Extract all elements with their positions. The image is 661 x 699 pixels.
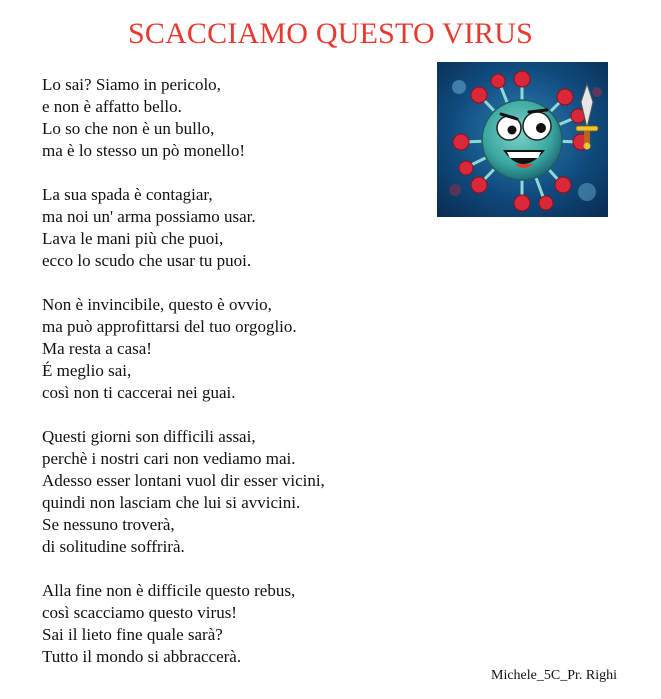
stanza	[42, 426, 442, 558]
stanza	[42, 580, 442, 668]
poem-line: ma può approfittarsi del tuo orgoglio.	[42, 317, 297, 336]
poem-line: Se nessuno troverà,	[42, 515, 175, 534]
signature: Michele_5C_Pr. Righi	[491, 668, 617, 683]
virus-illustration	[437, 62, 608, 217]
poem-line: Questi giorni son difficili assai,	[42, 427, 256, 446]
stanza	[42, 184, 442, 272]
poem-line: ma noi un' arma possiamo usar.	[42, 207, 256, 226]
poem-line: É meglio sai,	[42, 361, 132, 380]
poem-line: così scacciamo questo virus!	[42, 603, 237, 622]
poem-line: Adesso esser lontani vuol dir esser vicini,	[42, 471, 325, 490]
poem-body	[42, 74, 442, 690]
poem-title: SCACCIAMO QUESTO VIRUS	[127, 17, 534, 50]
poem-line: ecco lo scudo che usar tu puoi.	[42, 251, 252, 270]
stanza	[42, 294, 442, 404]
poem-line: quindi non lasciam che lui si avvicini.	[42, 493, 301, 512]
poem-line: così non ti caccerai nei guai.	[42, 383, 236, 402]
poem-line: Alla fine non è difficile questo rebus,	[42, 581, 296, 600]
poem-line: di solitudine soffrirà.	[42, 537, 185, 556]
poem-line: perchè i nostri cari non vediamo mai.	[42, 449, 296, 468]
poem-line: Lava le mani più che puoi,	[42, 229, 224, 248]
poem-line: Lo so che non è un bullo,	[42, 119, 215, 138]
poem-line: La sua spada è contagiar,	[42, 185, 213, 204]
poem-line: ma è lo stesso un pò monello!	[42, 141, 246, 160]
poem-line: Tutto il mondo si abbraccerà.	[42, 647, 242, 666]
poem-line: Ma resta a casa!	[42, 339, 152, 358]
poem-line: Lo sai? Siamo in pericolo,	[42, 75, 221, 94]
poem-line: Sai il lieto fine quale sarà?	[42, 625, 223, 644]
poem-line: e non è affatto bello.	[42, 97, 182, 116]
cartoon-virus-icon	[437, 62, 608, 217]
poem-line: Non è invincibile, questo è ovvio,	[42, 295, 272, 314]
stanza	[42, 74, 442, 162]
